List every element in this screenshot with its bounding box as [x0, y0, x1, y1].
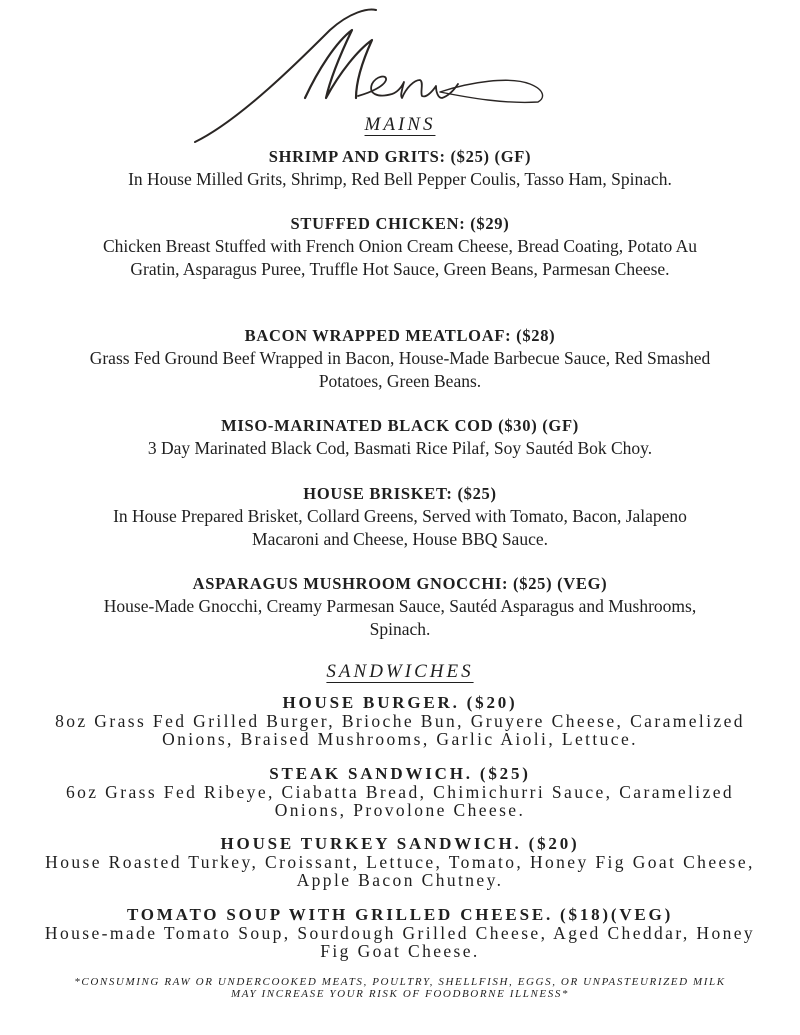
- dish-name: HOUSE BURGER. ($20): [282, 693, 518, 712]
- dish-description: In House Milled Grits, Shrimp, Red Bell Pepper Coulis, Tasso Ham, Spinach.: [128, 169, 672, 189]
- dish-name: HOUSE BRISKET: ($25): [303, 484, 497, 503]
- dish-name: STUFFED CHICKEN: ($29): [290, 214, 510, 233]
- menu-item: [0, 483, 800, 550]
- dish-description: Grass Fed Ground Beef Wrapped in Bacon, House-Made Barbecue Sauce, Red Smashed Potatoes, Green Beans.: [89, 348, 711, 391]
- dish-name: ASPARAGUS MUSHROOM GNOCCHI: ($25) (VEG): [192, 574, 608, 593]
- section-title-sandwiches: SANDWICHES: [326, 661, 474, 682]
- dish-description: House Roasted Turkey, Croissant, Lettuce, Tomato, Honey Fig Goat Cheese, Apple Bacon Chutney.: [45, 852, 755, 890]
- menu-item: [0, 415, 800, 460]
- dish-name: MISO-MARINATED BLACK COD ($30) (GF): [221, 416, 579, 435]
- dish-description: Chicken Breast Stuffed with French Onion Cream Cheese, Bread Coating, Potato Au Gratin, Asparagus Puree, Truffle Hot Sauce, Green Beans, Parmesan Cheese.: [102, 236, 698, 279]
- section-title-mains: MAINS: [364, 114, 436, 135]
- menu-item: [0, 213, 800, 280]
- disclaimer-line: *CONSUMING RAW OR UNDERCOOKED MEATS, POULTRY, SHELLFISH, EGGS, OR UNPASTEURIZED MILK: [74, 976, 726, 988]
- menu-item: [0, 905, 800, 960]
- menu-item: [0, 325, 800, 392]
- menu-item: [0, 834, 800, 889]
- dish-description: House-Made Gnocchi, Creamy Parmesan Sauce, Sautéd Asparagus and Mushrooms, Spinach.: [103, 596, 697, 639]
- dish-name: HOUSE TURKEY SANDWICH. ($20): [220, 834, 580, 853]
- dish-description: 8oz Grass Fed Grilled Burger, Brioche Bun, Gruyere Cheese, Caramelized Onions, Braised Mushrooms, Garlic Aioli, Lettuce.: [55, 711, 745, 749]
- disclaimer-line: MAY INCREASE YOUR RISK OF FOODBORNE ILLNESS*: [230, 988, 570, 1000]
- menu-item: [0, 693, 800, 748]
- dish-description: In House Prepared Brisket, Collard Greens, Served with Tomato, Bacon, Jalapeno Macaroni and Cheese, House BBQ Sauce.: [113, 506, 687, 549]
- dish-name: TOMATO SOUP WITH GRILLED CHEESE. ($18)(VEG): [126, 905, 674, 924]
- health-disclaimer: [0, 976, 800, 1000]
- menu-item: [0, 573, 800, 640]
- menu-item: [0, 764, 800, 819]
- dish-description: House-made Tomato Soup, Sourdough Grilled Cheese, Aged Cheddar, Honey Fig Goat Cheese.: [44, 923, 756, 961]
- menu-item: [0, 146, 800, 191]
- dish-name: STEAK SANDWICH. ($25): [269, 764, 531, 783]
- dish-name: SHRIMP AND GRITS: ($25) (GF): [268, 147, 532, 166]
- dish-description: 6oz Grass Fed Ribeye, Ciabatta Bread, Chimichurri Sauce, Caramelized Onions, Provolone Cheese.: [65, 782, 735, 820]
- dish-description: 3 Day Marinated Black Cod, Basmati Rice Pilaf, Soy Sautéd Bok Choy.: [147, 438, 653, 458]
- dish-name: BACON WRAPPED MEATLOAF: ($28): [244, 326, 556, 345]
